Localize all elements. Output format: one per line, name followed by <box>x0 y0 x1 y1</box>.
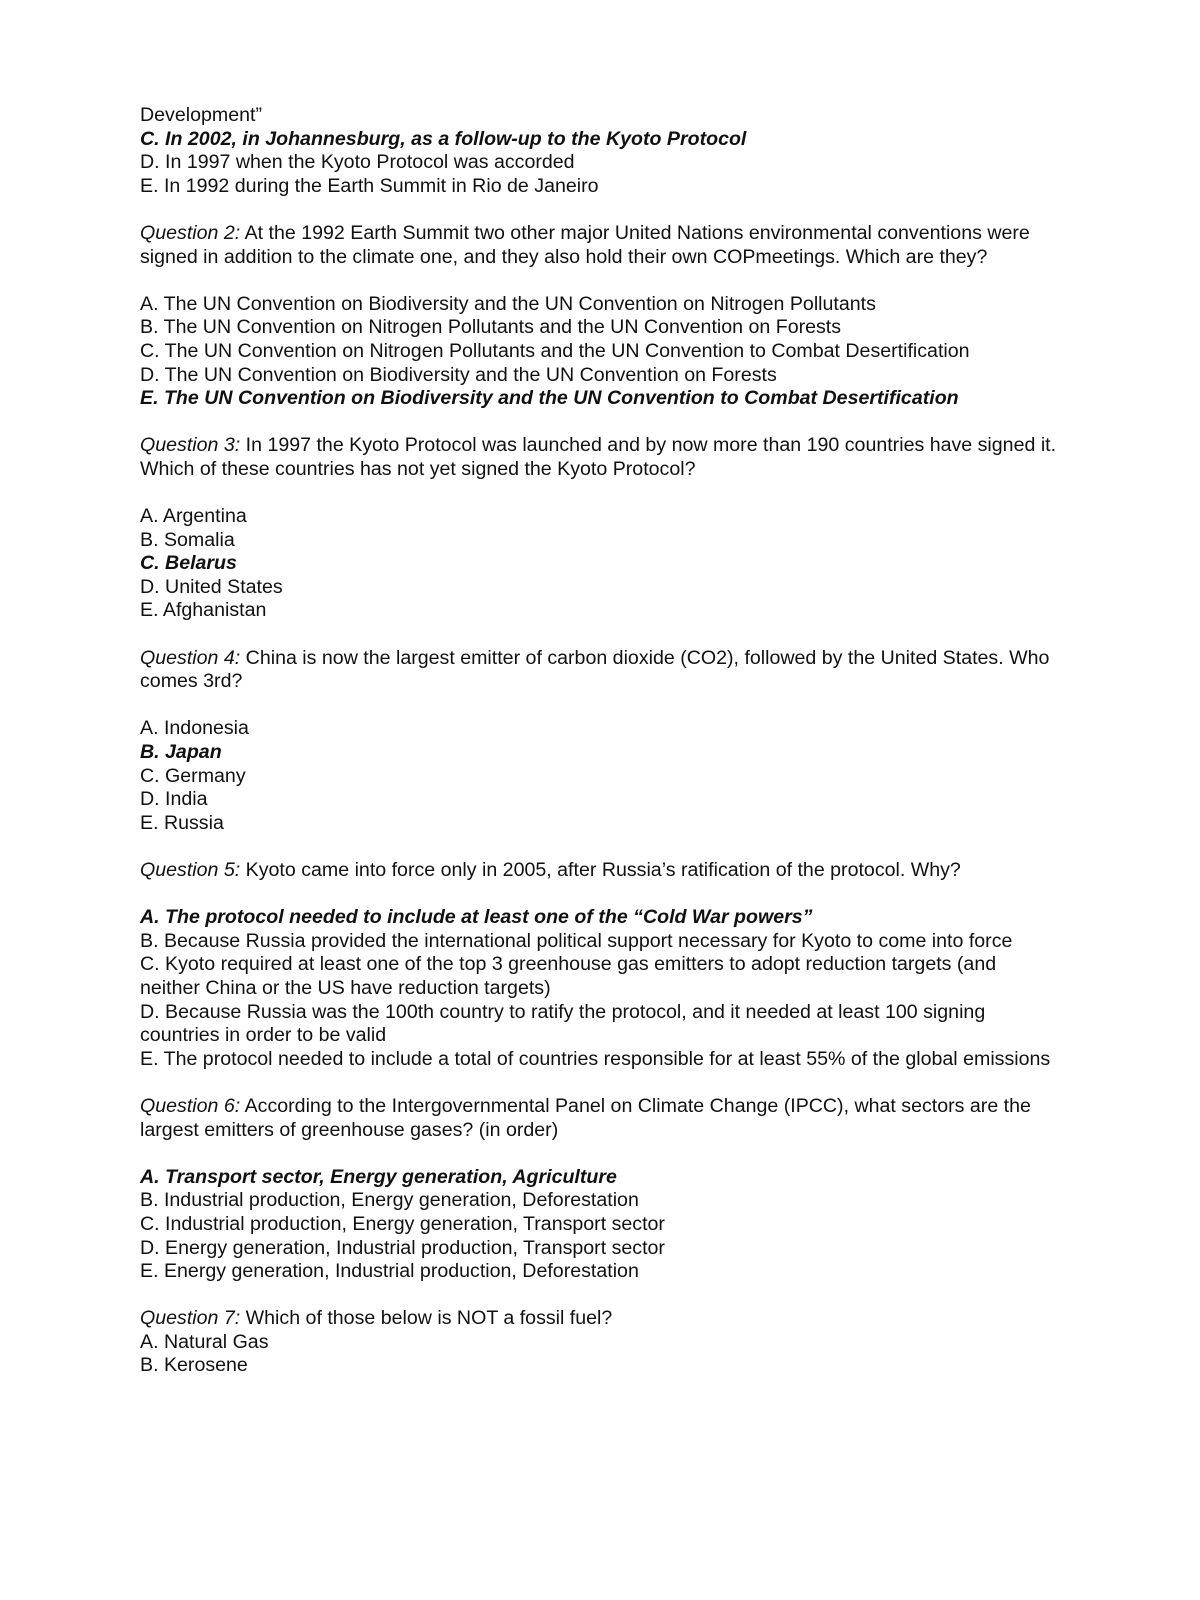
document-page <box>140 104 1060 1378</box>
question-body: Which of those below is NOT a fossil fuel? <box>240 1307 613 1330</box>
question-4 <box>140 647 1060 836</box>
option-line: A. Natural Gas <box>140 1330 269 1353</box>
spacer <box>140 1071 1060 1095</box>
spacer <box>140 411 1060 435</box>
option-line: A. Argentina <box>140 505 247 528</box>
option-line: B. Because Russia provided the international political support necessary for Kyoto to come into force <box>140 929 1013 952</box>
option-line: E. Energy generation, Industrial production, Deforestation <box>140 1260 639 1283</box>
option-line: E. In 1992 during the Earth Summit in Rio de Janeiro <box>140 174 599 197</box>
answer-option: E. The UN Convention on Biodiversity and the UN Convention to Combat Desertification <box>140 387 959 410</box>
question-label: Question 2: <box>140 221 241 244</box>
spacer <box>140 835 1060 859</box>
question-5 <box>140 859 1060 1071</box>
question-label: Question 5: <box>140 859 241 881</box>
question-text <box>140 1307 1060 1331</box>
answer-option: C. Belarus <box>140 552 237 575</box>
option-line: E. Afghanistan <box>140 599 267 622</box>
question-body: According to the Intergovernmental Panel on Climate Change (IPCC), what sectors are the largest emitters of greenhouse gases? (in order) <box>140 1094 1031 1141</box>
option-line: D. United States <box>140 575 283 598</box>
option-line: C. Germany <box>140 764 246 787</box>
question-2 <box>140 222 1060 411</box>
option-line: B. Kerosene <box>140 1354 248 1377</box>
question-label: Question 4: <box>140 646 241 669</box>
spacer <box>140 482 1060 506</box>
question-body: At the 1992 Earth Summit two other major United Nations environmental conventions were signed in addition to the climate one, and they also hold their own COPmeetings. Which are they? <box>140 221 1030 268</box>
question-7 <box>140 1307 1060 1378</box>
answer-option: A. The protocol needed to include at least one of the “Cold War powers” <box>140 906 813 929</box>
spacer <box>140 1284 1060 1308</box>
option-line: Development” <box>140 104 262 126</box>
question-label: Question 7: <box>140 1307 241 1330</box>
option-line: A. The UN Convention on Biodiversity and the UN Convention on Nitrogen Pollutants <box>140 292 876 315</box>
spacer <box>140 269 1060 293</box>
question-text <box>140 1095 1060 1142</box>
spacer <box>140 883 1060 907</box>
option-line: A. Indonesia <box>140 717 249 740</box>
option-line: D. India <box>140 788 208 811</box>
spacer <box>140 1142 1060 1166</box>
question-text <box>140 434 1060 481</box>
option-line: B. Somalia <box>140 528 235 551</box>
option-line: D. Energy generation, Industrial production, Transport sector <box>140 1236 665 1259</box>
question-body: China is now the largest emitter of carbon dioxide (CO2), followed by the United States. Who comes 3rd? <box>140 646 1050 693</box>
option-line: E. Russia <box>140 811 224 834</box>
question-label: Question 3: <box>140 434 241 457</box>
option-line: C. Industrial production, Energy generation, Transport sector <box>140 1212 665 1235</box>
question-body: Kyoto came into force only in 2005, after Russia’s ratification of the protocol. Why? <box>240 859 961 881</box>
answer-option: B. Japan <box>140 741 222 764</box>
option-line: B. The UN Convention on Nitrogen Pollutants and the UN Convention on Forests <box>140 316 842 339</box>
answer-option: C. In 2002, in Johannesburg, as a follow-up to the Kyoto Protocol <box>140 127 747 150</box>
answer-option: A. Transport sector, Energy generation, Agriculture <box>140 1165 617 1188</box>
spacer <box>140 623 1060 647</box>
question-text <box>140 647 1060 694</box>
option-line: C. The UN Convention on Nitrogen Pollutants and the UN Convention to Combat Desertification <box>140 339 970 362</box>
question-6 <box>140 1095 1060 1284</box>
question-text <box>140 222 1060 269</box>
question-3 <box>140 434 1060 623</box>
question-body: In 1997 the Kyoto Protocol was launched and by now more than 190 countries have signed it. Which of these countries has not yet signed the Kyoto Protocol? <box>140 434 1057 480</box>
option-line: C. Kyoto required at least one of the top 3 greenhouse gas emitters to adopt reduction targets (and neither China or the US have reduction targets) <box>140 953 997 999</box>
spacer <box>140 198 1060 222</box>
option-line: D. The UN Convention on Biodiversity and the UN Convention on Forests <box>140 363 777 386</box>
option-line: B. Industrial production, Energy generation, Deforestation <box>140 1189 639 1212</box>
question-label: Question 6: <box>140 1094 241 1117</box>
option-line: D. In 1997 when the Kyoto Protocol was accorded <box>140 151 575 174</box>
option-line: E. The protocol needed to include a total of countries responsible for at least 55% of the global emissions <box>140 1047 1051 1070</box>
option-line: D. Because Russia was the 100th country to ratify the protocol, and it needed at least 100 signing countries in order to be valid <box>140 1000 986 1047</box>
question-text <box>140 859 1060 883</box>
spacer <box>140 694 1060 718</box>
